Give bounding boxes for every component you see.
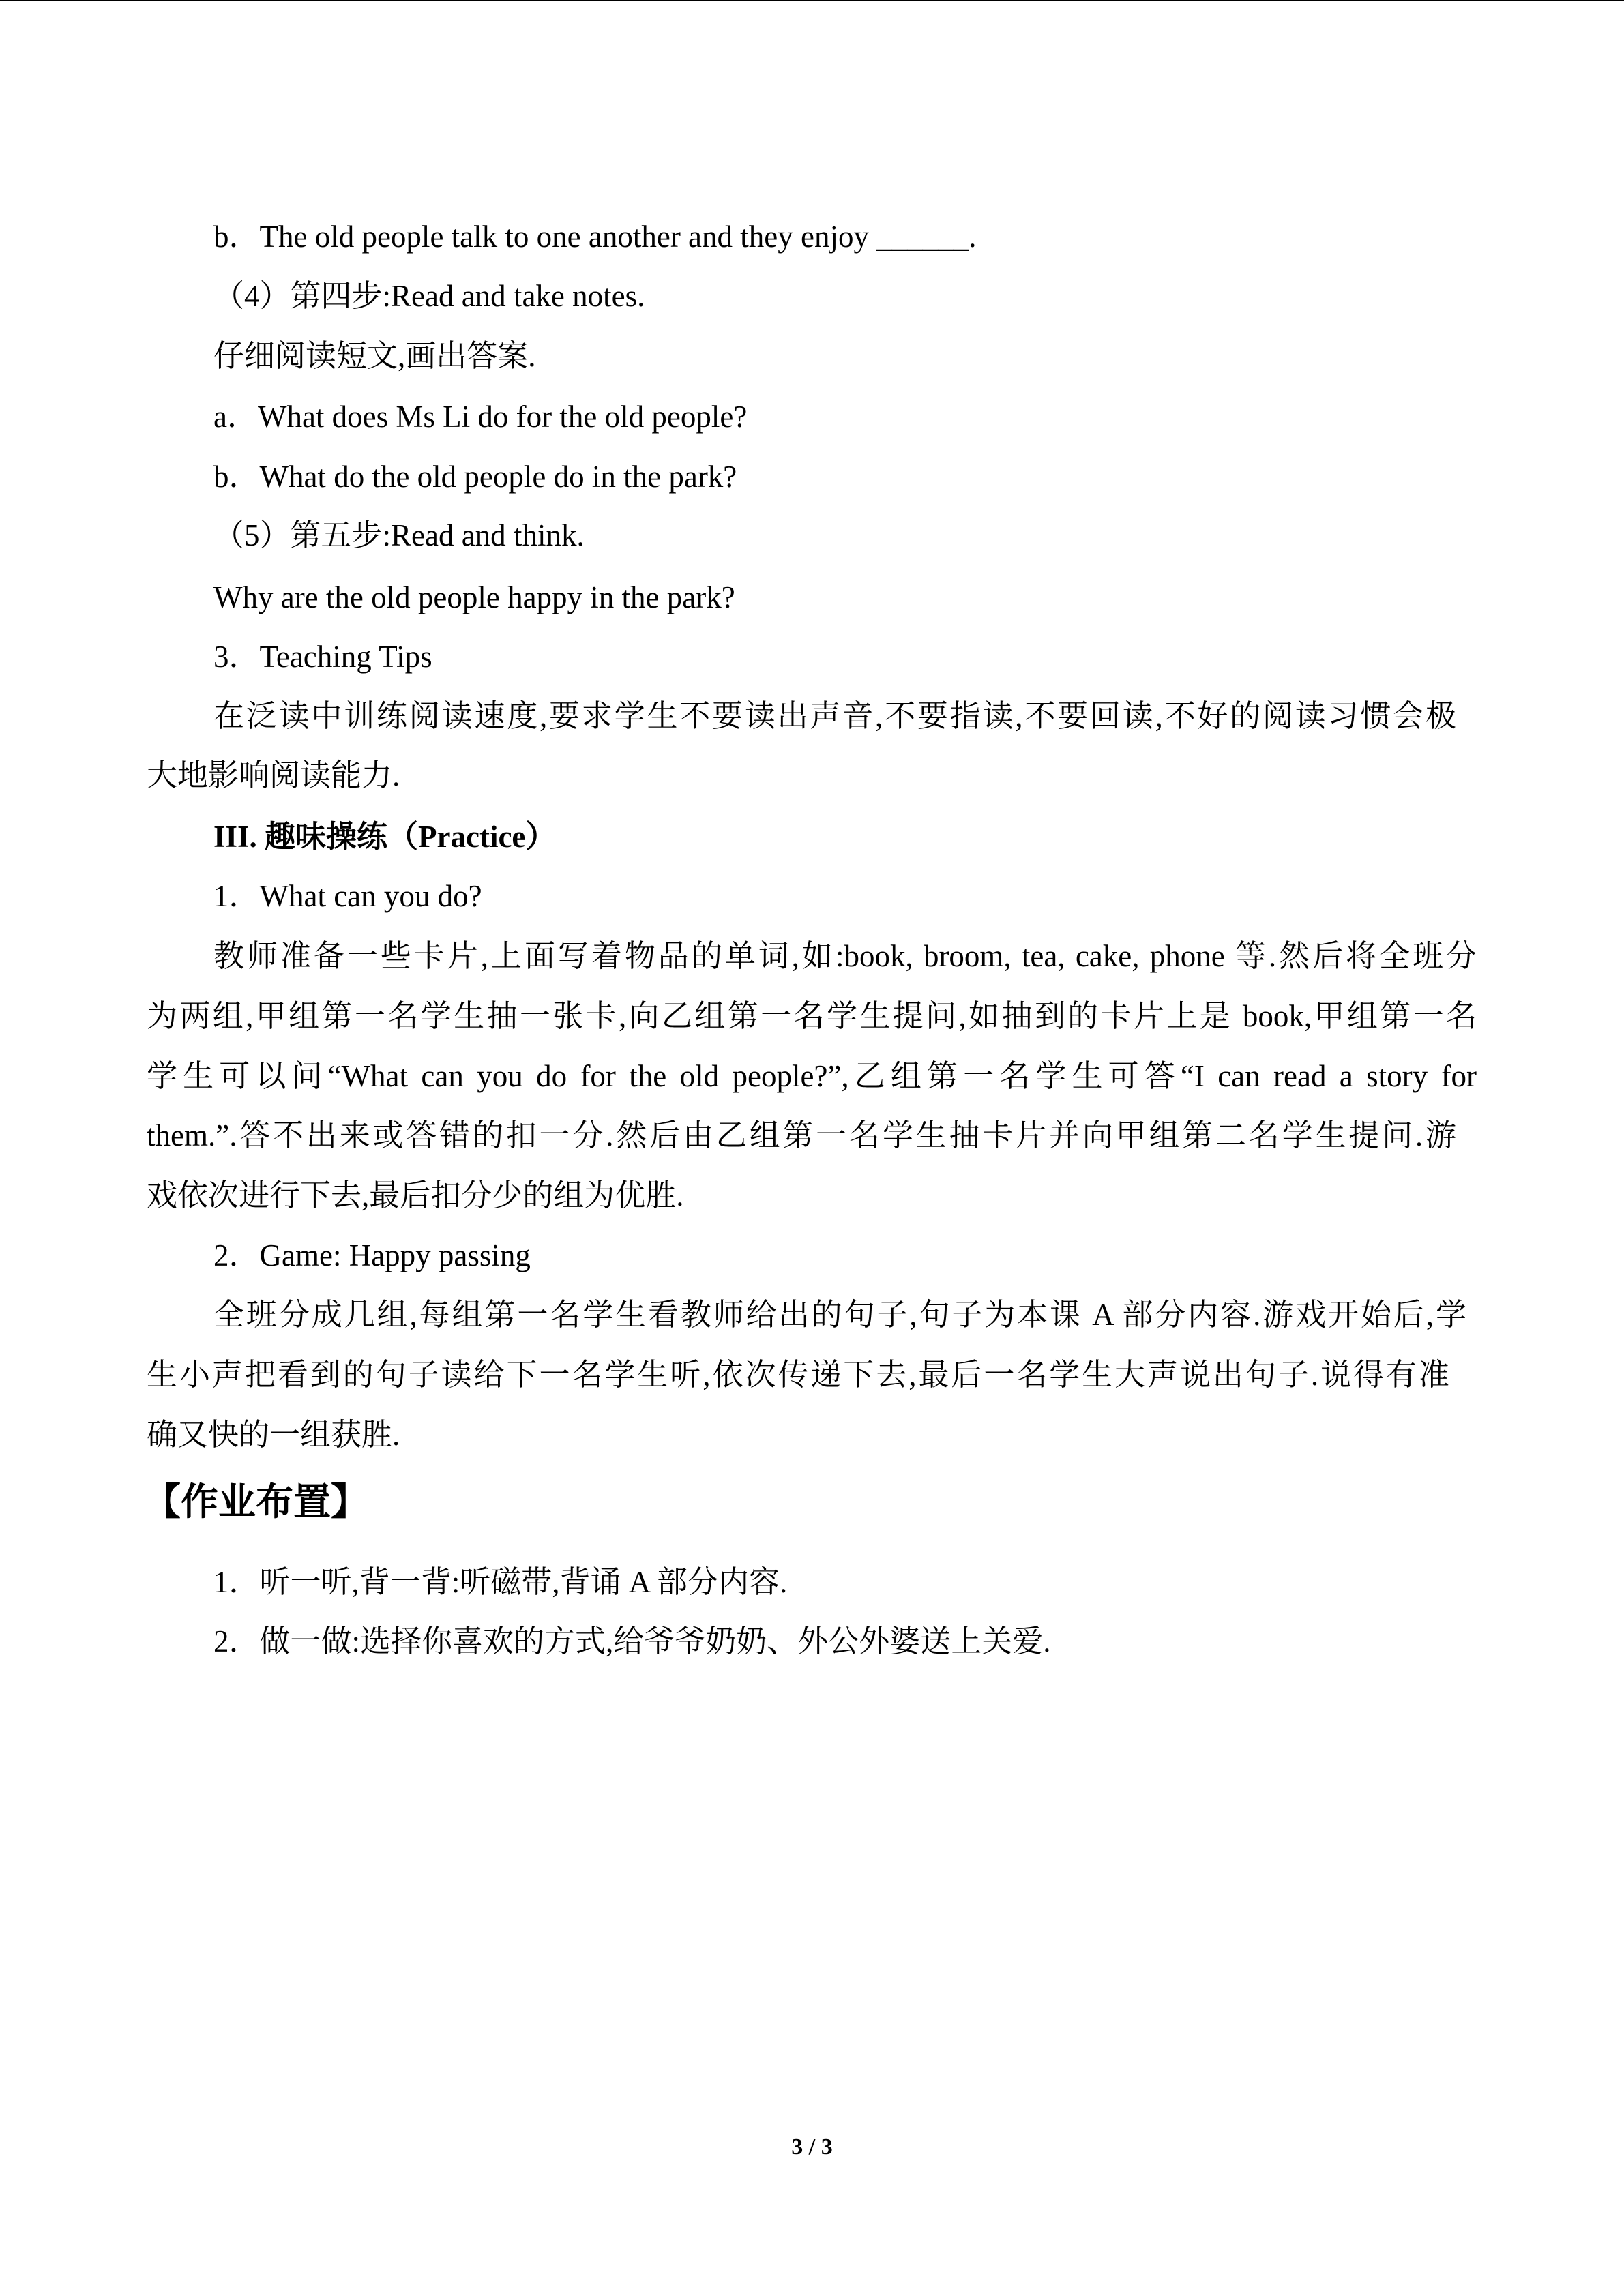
subheading: 3．Teaching Tips: [213, 640, 432, 674]
homework-heading: 【作业布置】: [143, 1480, 369, 1523]
text-line: b．The old people talk to one another and they enjoy ______.: [213, 220, 977, 254]
paragraph-line: 确又快的一组获胜.: [147, 1418, 400, 1452]
question-line: b．What do the old people do in the park?: [213, 460, 737, 494]
section-heading-practice: III. 趣味操练（Practice）: [213, 820, 557, 854]
step-heading: （4）第四步:Read and take notes.: [213, 279, 645, 313]
subheading: 2．Game: Happy passing: [213, 1238, 531, 1272]
paragraph-line: them.”.答不出来或答错的扣一分.然后由乙组第一名学生抽卡片并向甲组第二名学生提问.游: [147, 1118, 1456, 1152]
text-line: 仔细阅读短文,画出答案.: [213, 339, 536, 373]
homework-item: 1．听一听,背一背:听磁带,背诵 A 部分内容.: [213, 1565, 788, 1599]
subheading: 1．What can you do?: [213, 879, 482, 913]
question-line: a．What does Ms Li do for the old people?: [213, 400, 748, 434]
paragraph-line: 全班分成几组,每组第一名学生看教师给出的句子,句子为本课 A 部分内容.游戏开始后,学: [213, 1298, 1466, 1332]
question-line: Why are the old people happy in the park?: [213, 580, 735, 614]
homework-item: 2．做一做:选择你喜欢的方式,给爷爷奶奶、外公外婆送上关爱.: [213, 1624, 1051, 1658]
step-heading: （5）第五步:Read and think.: [213, 518, 585, 552]
paragraph-line: 为两组,甲组第一名学生抽一张卡,向乙组第一名学生提问,如抽到的卡片上是 book,甲组第一名: [147, 999, 1477, 1033]
page-number: 3 / 3: [791, 2134, 833, 2160]
paragraph-line: 戏依次进行下去,最后扣分少的组为优胜.: [147, 1178, 684, 1212]
paragraph-line: 教师准备一些卡片,上面写着物品的单词,如:book, broom, tea, cake, phone 等.然后将全班分: [213, 939, 1477, 973]
paragraph-line: 大地影响阅读能力.: [147, 758, 400, 792]
paragraph-line: 在泛读中训练阅读速度,要求学生不要读出声音,不要指读,不要回读,不好的阅读习惯会极: [213, 699, 1456, 733]
paragraph-line: 生小声把看到的句子读给下一名学生听,依次传递下去,最后一名学生大声说出句子.说得有准: [147, 1358, 1449, 1392]
paragraph-line: 学生可以问“What can you do for the old people?”,乙组第一名学生可答“I can read a story for: [147, 1059, 1477, 1093]
